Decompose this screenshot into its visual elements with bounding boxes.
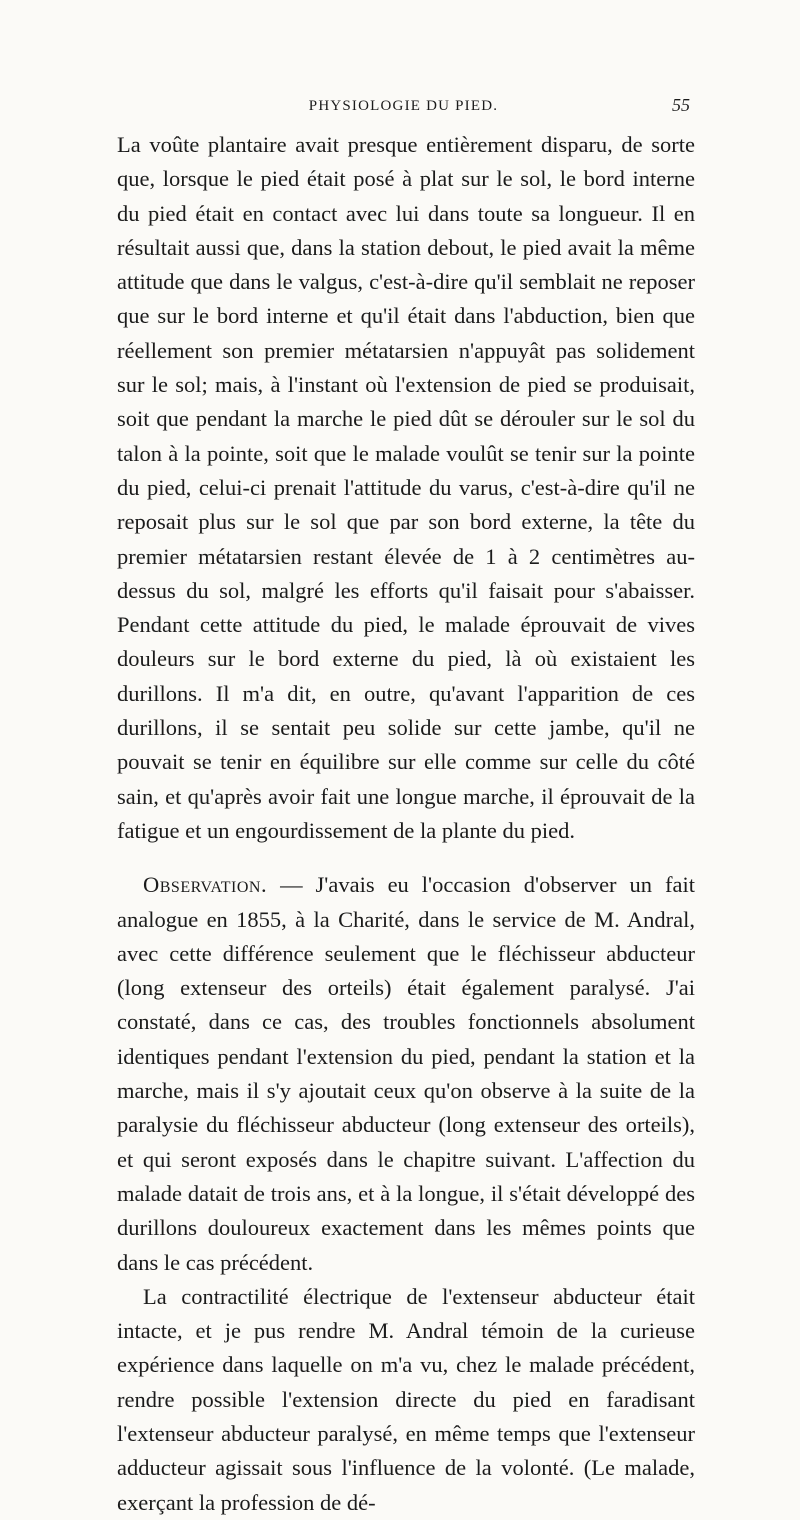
- paragraph-foot-description: La voûte plantaire avait presque entièrement disparu, de sorte que, lorsque le pied était posé à plat sur le sol, le bord interne du pied était en contact avec lui dans toute sa longueur. Il en résultait aussi que, dans la station debout, le pied avait la même attitude que dans le valgus, c'est-à-dire qu'il semblait ne reposer que sur le bord interne et qu'il était dans l'abduction, bien que réellement son premier métatarsien n'appuyât pas solidement sur le sol; mais, à l'instant où l'extension de pied se produisait, soit que pendant la marche le pied dût se dérouler sur le sol du talon à la pointe, soit que le malade voulût se tenir sur la pointe du pied, celui-ci prenait l'attitude du varus, c'est-à-dire qu'il ne reposait plus sur le sol que par son bord externe, la tête du premier métatarsien restant élevée de 1 à 2 centimètres au-dessus du sol, malgré les efforts qu'il faisait pour s'abaisser. Pendant cette attitude du pied, le malade éprouvait de vives douleurs sur le bord externe du pied, là où existaient les durillons. Il m'a dit, en outre, qu'avant l'apparition de ces durillons, il se sentait peu solide sur cette jambe, qu'il ne pouvait se tenir en équilibre sur elle comme sur celle du côté sain, et qu'après avoir fait une longue marche, il éprouvait de la fatigue et un engourdissement de la plante du pied.: [117, 132, 695, 843]
- running-head: PHYSIOLOGIE DU PIED.: [308, 98, 499, 114]
- paragraph-electrical-contractility: La contractilité électrique de l'extenseur abducteur était intacte, et je pus rendre M. Andral témoin de la curieuse expérience dans laquelle on m'a vu, chez le malade précédent, rendre possible l'extension directe du pied en faradisant l'extenseur abducteur paralysé, en même temps que l'extenseur adducteur agissait sous l'influence de la volonté. (Le malade, exerçant la profession de dé-: [117, 1283, 695, 1515]
- observation-text: — J'avais eu l'occasion d'observer un fait analogue en 1855, à la Charité, dans le service de M. Andral, avec cette différence seulement que le fléchisseur abducteur (long extenseur des orteils) était également paralysé. J'ai constaté, dans ce cas, des troubles fonctionnels absolument identiques pendant l'extension du pied, pendant la station et la marche, mais il s'y ajoutait ceux qu'on observe à la suite de la paralysie du fléchisseur abducteur (long extenseur des orteils), et qui seront exposés dans le chapitre suivant. L'affection du malade datait de trois ans, et à la longue, il s'était développé des durillons douloureux exactement dans les mêmes points que dans le cas précédent.: [117, 872, 695, 1275]
- observation-heading: Observation.: [143, 872, 268, 898]
- page-number: 55: [672, 95, 690, 115]
- page-header: [117, 95, 690, 124]
- body-text: [117, 128, 695, 1520]
- paragraph-observation: [117, 868, 695, 1280]
